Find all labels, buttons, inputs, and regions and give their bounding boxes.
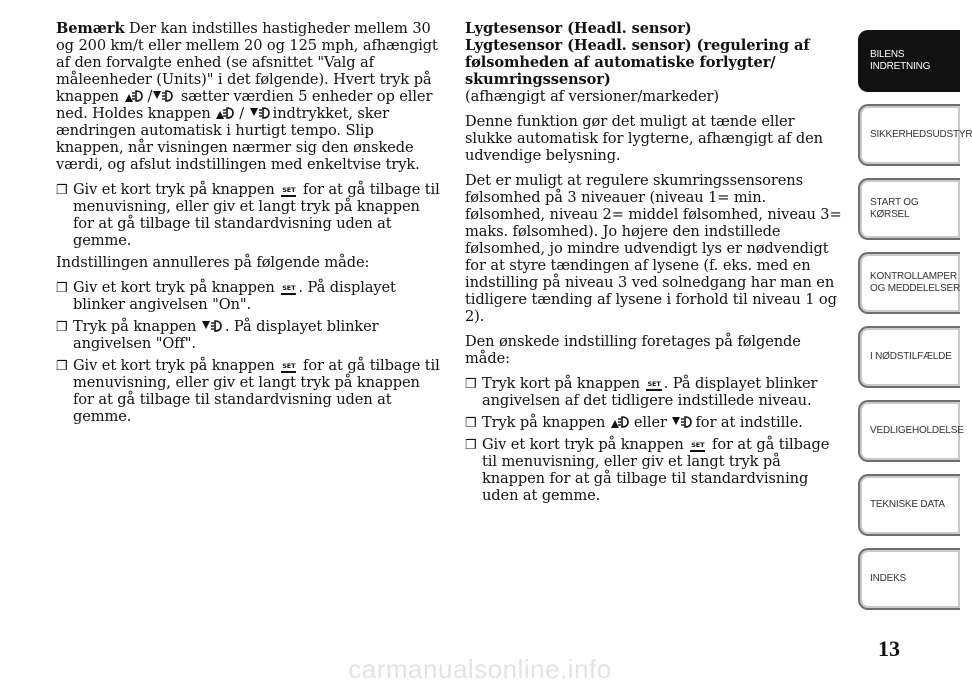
headlight-up-icon: [611, 415, 633, 429]
tab-start-og-korsel[interactable]: START OG KØRSEL: [858, 178, 960, 240]
right-column: [465, 20, 845, 509]
tab-vedligeholdelse[interactable]: VEDLIGEHOLDELSE: [858, 400, 960, 462]
cancel-intro: Indstillingen annulleres på følgende måde:: [56, 254, 370, 271]
tab-i-nodstilfaelde[interactable]: I NØDSTILFÆLDE: [858, 326, 960, 388]
checkbox-bullet-icon: ❒: [56, 183, 68, 198]
section-heading: Lygtesensor (Headl. sensor): [465, 20, 692, 37]
tab-indeks[interactable]: INDEKS: [858, 548, 960, 610]
set-button-icon: SET: [690, 442, 705, 452]
version-note: (afhængigt af versioner/markeder): [465, 88, 719, 105]
description-paragraph: Denne funktion gør det muligt at tænde eller slukke automatisk for lygterne, afhængigt af den udvendige belysning.: [465, 113, 823, 164]
section-subheading: Lygtesensor (Headl. sensor) (regulering af følsomheden af automatiske forlygter/ skumringssensor): [465, 37, 810, 88]
list-item: ❒ Giv et kort tryk på knappen SET for at gå tilbage til menuvisning, eller giv et langt tryk på knappen for at gå tilbage til standardvisning uden at gemme.: [465, 436, 830, 504]
checkbox-bullet-icon: ❒: [465, 438, 477, 453]
headlight-up-icon: [216, 106, 238, 120]
tab-bilens-indretning[interactable]: BILENS INDRETNING: [858, 30, 960, 92]
list-item: ❒ Tryk kort på knappen SET . På displayet blinker angivelsen af det tidligere indstillede niveau.: [465, 375, 818, 409]
note-paragraph: Bemærk Der kan indstilles hastigheder mellem 30 og 200 km/t eller mellem 20 og 125 mph, afhængigt af den forvalgte enhed (se afsnittet "Valg af måleenheder (Units)" i det følgende). Hvert tryk på knappen / sætter værdien 5 enheder op eller ned. Holdes knappen / indtrykket, sker ændringen automatisk i hurtigt tempo. Slip knappen, når visningen nærmer sig den ønskede værdi, og afslut indstillingen med enkeltvise tryk.: [56, 20, 438, 173]
list-item: ❒ Giv et kort tryk på knappen SET for at gå tilbage til menuvisning, eller giv et langt tryk på knappen for at gå tilbage til standardvisning uden at gemme.: [56, 357, 440, 425]
list-item: ❒ Tryk på knappen . På displayet blinker angivelsen "Off".: [56, 318, 379, 352]
note-lead: Bemærk: [56, 20, 125, 37]
tab-tekniske-data[interactable]: TEKNISKE DATA: [858, 474, 960, 536]
left-column: [56, 20, 440, 430]
tab-sikkerhedsudstyr[interactable]: SIKKERHEDSUDSTYR: [858, 104, 960, 166]
headlight-down-icon: [202, 319, 224, 333]
checkbox-bullet-icon: ❒: [465, 377, 477, 392]
set-button-icon: SET: [281, 187, 296, 197]
headlight-down-icon: [153, 89, 175, 103]
watermark: carmanualsonline.info: [348, 653, 612, 684]
headlight-down-icon: [250, 106, 272, 120]
set-button-icon: SET: [646, 381, 661, 391]
headlight-down-icon: [672, 415, 694, 429]
list-item: ❒ Tryk på knappen eller for at indstille.: [465, 414, 803, 431]
tab-kontrollamper[interactable]: KONTROLLAMPER OG MEDDELELSER: [858, 252, 960, 314]
sensitivity-paragraph: Det er muligt at regulere skumringssensorens følsomhed på 3 niveauer (niveau 1= min. følsomhed, niveau 2= middel følsomhed, niveau 3= maks. følsomhed). Jo højere den indstillede følsomhed, jo mindre udvendigt lys er nødvendigt for at styre tændingen af lysene (f. eks. med en indstilling på niveau 3 ved solnedgang har man en tidligere tænding af lysene i forhold til niveau 1 og 2).: [465, 172, 842, 325]
chapter-tabs: [858, 30, 972, 622]
checkbox-bullet-icon: ❒: [56, 281, 68, 296]
list-item: ❒ Giv et kort tryk på knappen SET . På displayet blinker angivelsen "On".: [56, 279, 396, 313]
set-button-icon: SET: [281, 285, 296, 295]
checkbox-bullet-icon: ❒: [56, 320, 68, 335]
set-button-icon: SET: [281, 363, 296, 373]
checkbox-bullet-icon: ❒: [465, 416, 477, 431]
page-number: 13: [878, 636, 900, 661]
checkbox-bullet-icon: ❒: [56, 359, 68, 374]
list-item: ❒ Giv et kort tryk på knappen SET for at gå tilbage til menuvisning, eller giv et langt tryk på knappen for at gå tilbage til standardvisning uden at gemme.: [56, 181, 440, 249]
headlight-up-icon: [125, 89, 147, 103]
procedure-intro: Den ønskede indstilling foretages på følgende måde:: [465, 333, 801, 367]
